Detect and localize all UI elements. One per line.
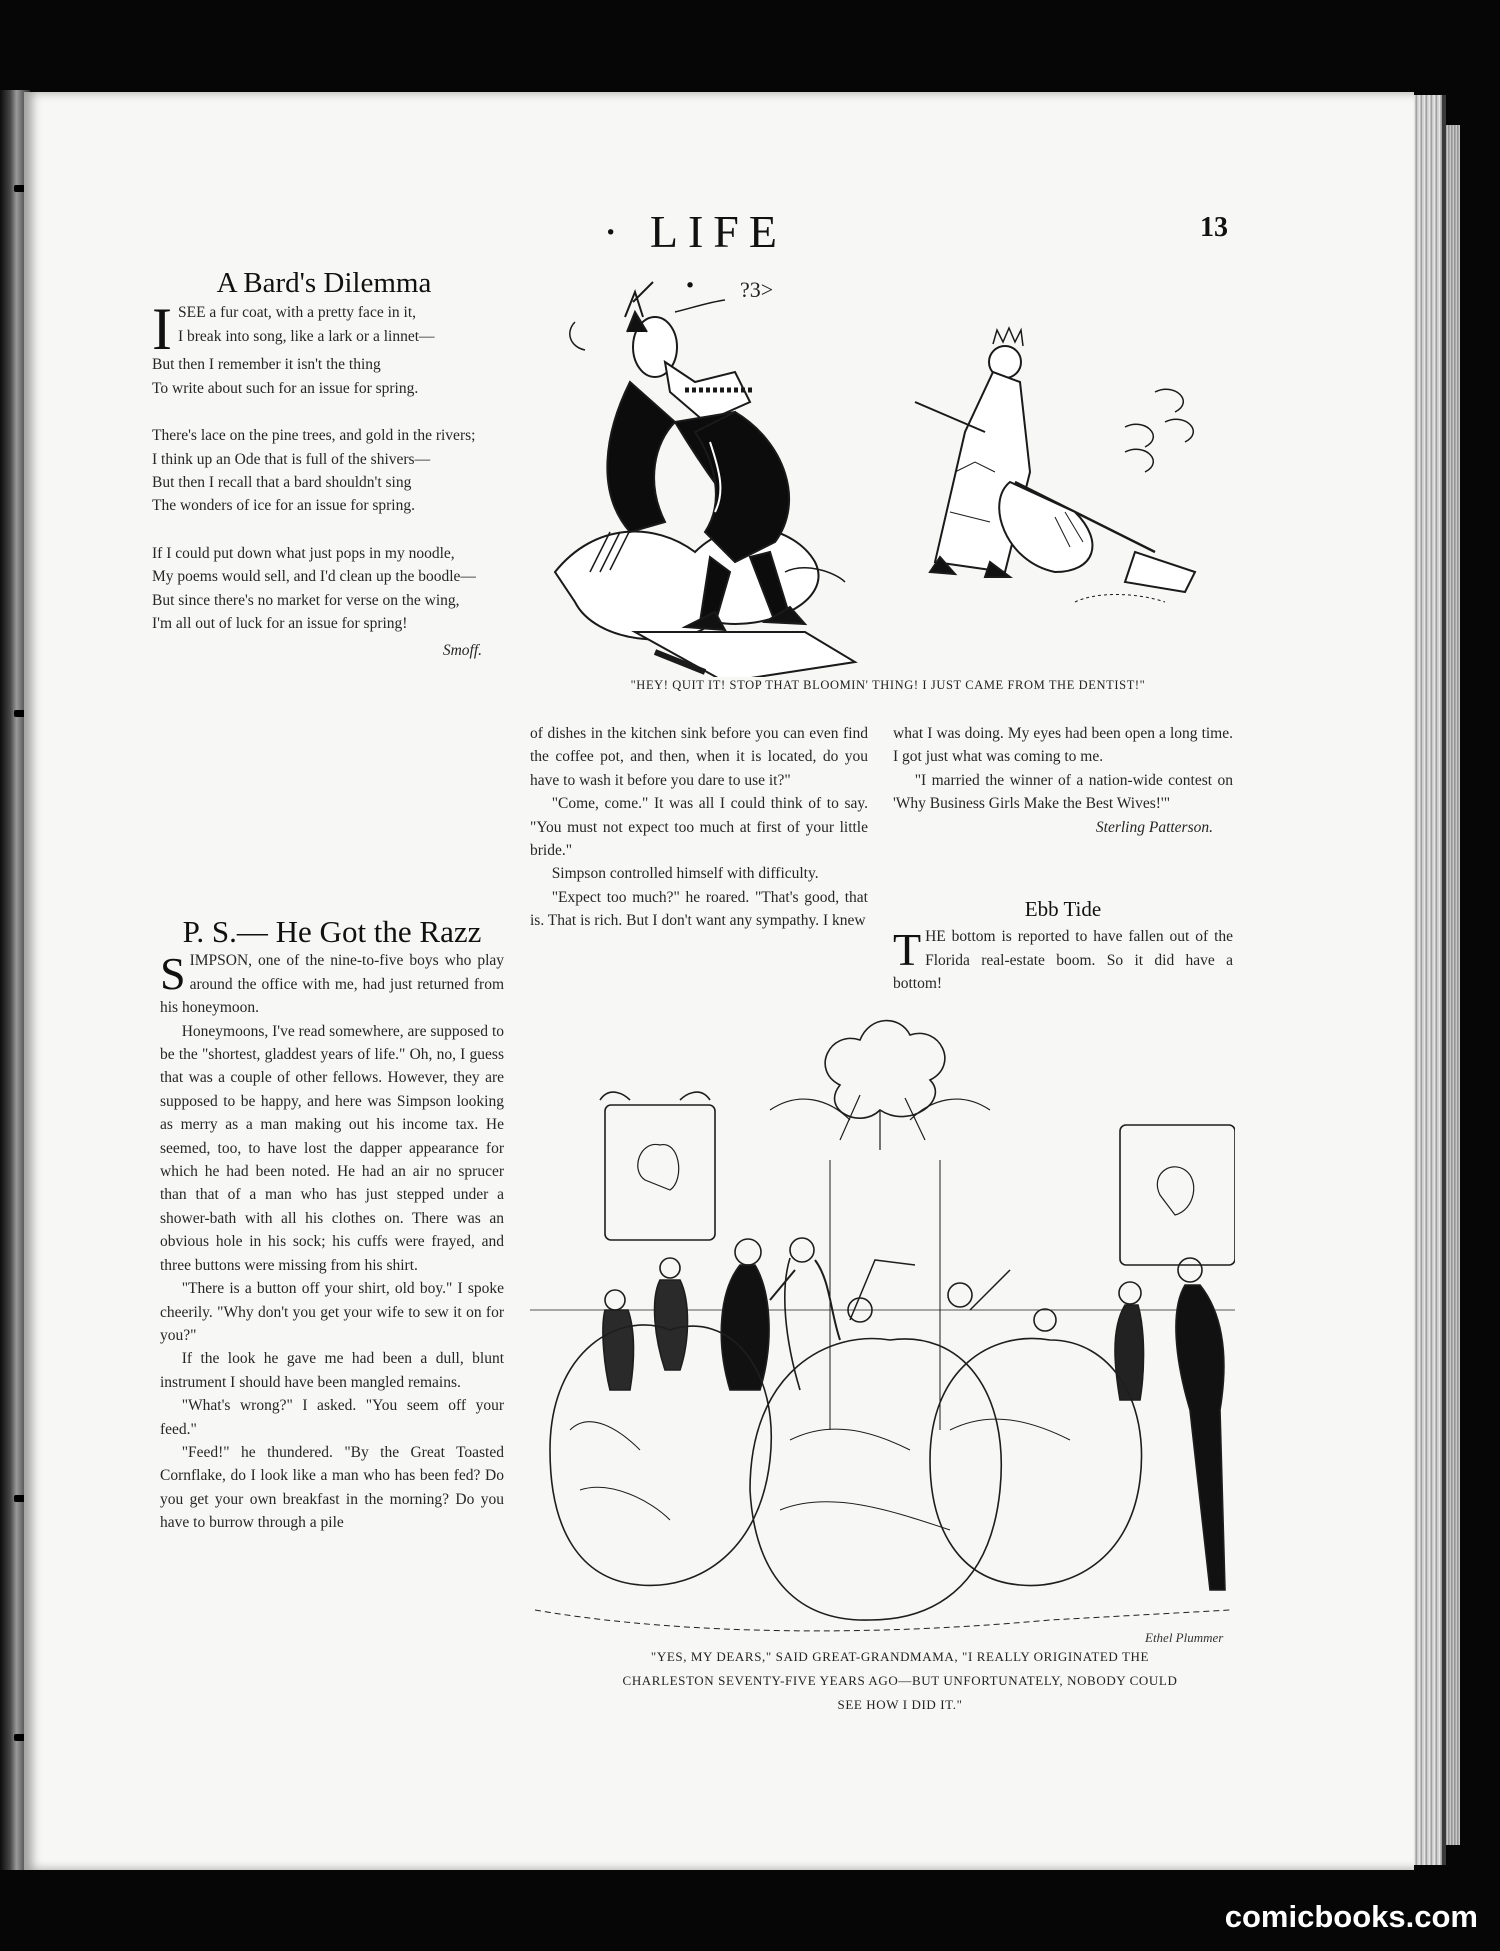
paragraph: "What's wrong?" I asked. "You seem off your feed." [160,1397,504,1438]
story-signature: Sterling Patterson. [1095,818,1213,836]
poem-line: The wonders of ice for an issue for spring. [152,497,415,515]
paragraph: "I married the winner of a nation-wide contest on 'Why Business Girls Make the Best Wives!'" [893,771,1233,813]
site-watermark: comicbooks.com [1224,1899,1478,1934]
poem-line: SEE a fur coat, with a pretty face in it, [177,304,416,322]
paragraph: Honeymoons, I've read somewhere, are supposed to be the "shortest, gladdest years of life." Oh, no, I guess that was a couple of other fellows. However, they are supposed to be happy, and here was Simpson looking as merry as a man making out his income tax. He seemed, too, to have lost the dapper appearance for which he had been noted. He had an air no sprucer than that of a man who has just stepped under a shower-bath with all his clothes on. There was an obvious hole in his sock; his cuffs were frayed, and three buttons were missing from his shirt. [160,1022,504,1274]
dropcap: T [893,924,922,976]
poem-line: But then I recall that a bard shouldn't sing [152,474,412,492]
dropcap: S [160,948,186,1000]
razz-column-2 [530,722,868,933]
poem-stanza [152,296,496,400]
poem-line: I'm all out of luck for an issue for spring! [152,615,408,633]
poem-line: If I could put down what just pops in my noodle, [152,544,455,562]
paragraph: Simpson controlled himself with difficulty. [551,865,819,883]
razz-column-3 [893,722,1233,839]
cartoon2-signature: Ethel Plummer [1145,1630,1224,1645]
poem-line: My poems would sell, and I'd clean up the boodle— [152,568,476,586]
ebb-tide-column [893,898,1233,996]
paragraph: what I was doing. My eyes had been open a long time. I got just what was coming to me. [893,725,1233,766]
dropcap: I [152,296,172,363]
caption-line: CHARLESTON SEVENTY-FIVE YEARS AGO—BUT UNFORTUNATELY, NOBODY COULD [622,1673,1178,1688]
paragraph: "Come, come." It was all I could think of to say. "You must not expect too much at first of your little bride." [530,795,868,860]
svg-text:?3>: ?3> [740,277,774,302]
page-edges-back [1446,125,1460,1845]
paragraph: "Feed!" he thundered. "By the Great Toasted Cornflake, do I look like a man who has been fed? Do you get your own breakfast in the morning? Do you have to burrow through a pile [160,1443,504,1532]
poem-stanza [152,542,496,636]
poem-stanza [152,424,496,518]
poem-line: To write about such for an issue for spring. [152,379,419,397]
bards-dilemma-column [152,267,496,663]
masthead: · LIFE · [603,206,787,310]
poem-signature: Smoff. [442,642,482,660]
paragraph: If the look he gave me had been a dull, blunt instrument I should have been mangled remains. [160,1350,504,1391]
charleston-cartoon [530,1010,1235,1650]
poem-line: But then I remember it isn't the thing [152,356,381,374]
paragraph: "Expect too much?" he roared. "That's good, that is. That is rich. But I don't want any sympathy. I knew [530,888,868,930]
paragraph: of dishes in the kitchen sink before you can even find the coffee pot, and then, when it is located, do you have to wash it before you dare to use it?" [530,725,868,789]
caption-line: SEE HOW I DID IT." [837,1697,963,1712]
paragraph: THE bottom is reported to have fallen out of the Florida real-estate boom. So it did have a bottom! [893,924,1233,993]
cartoon1-caption: "HEY! QUIT IT! STOP THAT BLOOMIN' THING! I JUST CAME FROM THE DENTIST!" [630,678,1146,692]
page-number: 13 [1200,212,1228,243]
razz-column-1 [160,920,504,1720]
razz-title: P. S.— He Got the Razz [182,920,482,949]
poem-line: I break into song, like a lark or a linnet— [177,327,435,345]
paragraph: SIMPSON, one of the nine-to-five boys who play around the office with me, had just returned from his honeymoon. [160,948,504,1017]
dentist-cartoon [535,272,1235,677]
bards-dilemma-title: A Bard's Dilemma [216,267,432,299]
poem-line: There's lace on the pine trees, and gold in the rivers; [152,427,476,445]
poem-line: I think up an Ode that is full of the shivers— [152,450,431,468]
paragraph: "There is a button off your shirt, old boy." I spoke cheerily. "Why don't you get your wife to sew it on for you?" [160,1280,504,1344]
cartoon2-caption [560,1645,1240,1717]
poem-line: But since there's no market for verse on the wing, [152,591,460,609]
caption-line: "YES, MY DEARS," SAID GREAT-GRANDMAMA, "I REALLY ORIGINATED THE [650,1649,1150,1664]
ebb-tide-title: Ebb Tide [1024,897,1102,921]
